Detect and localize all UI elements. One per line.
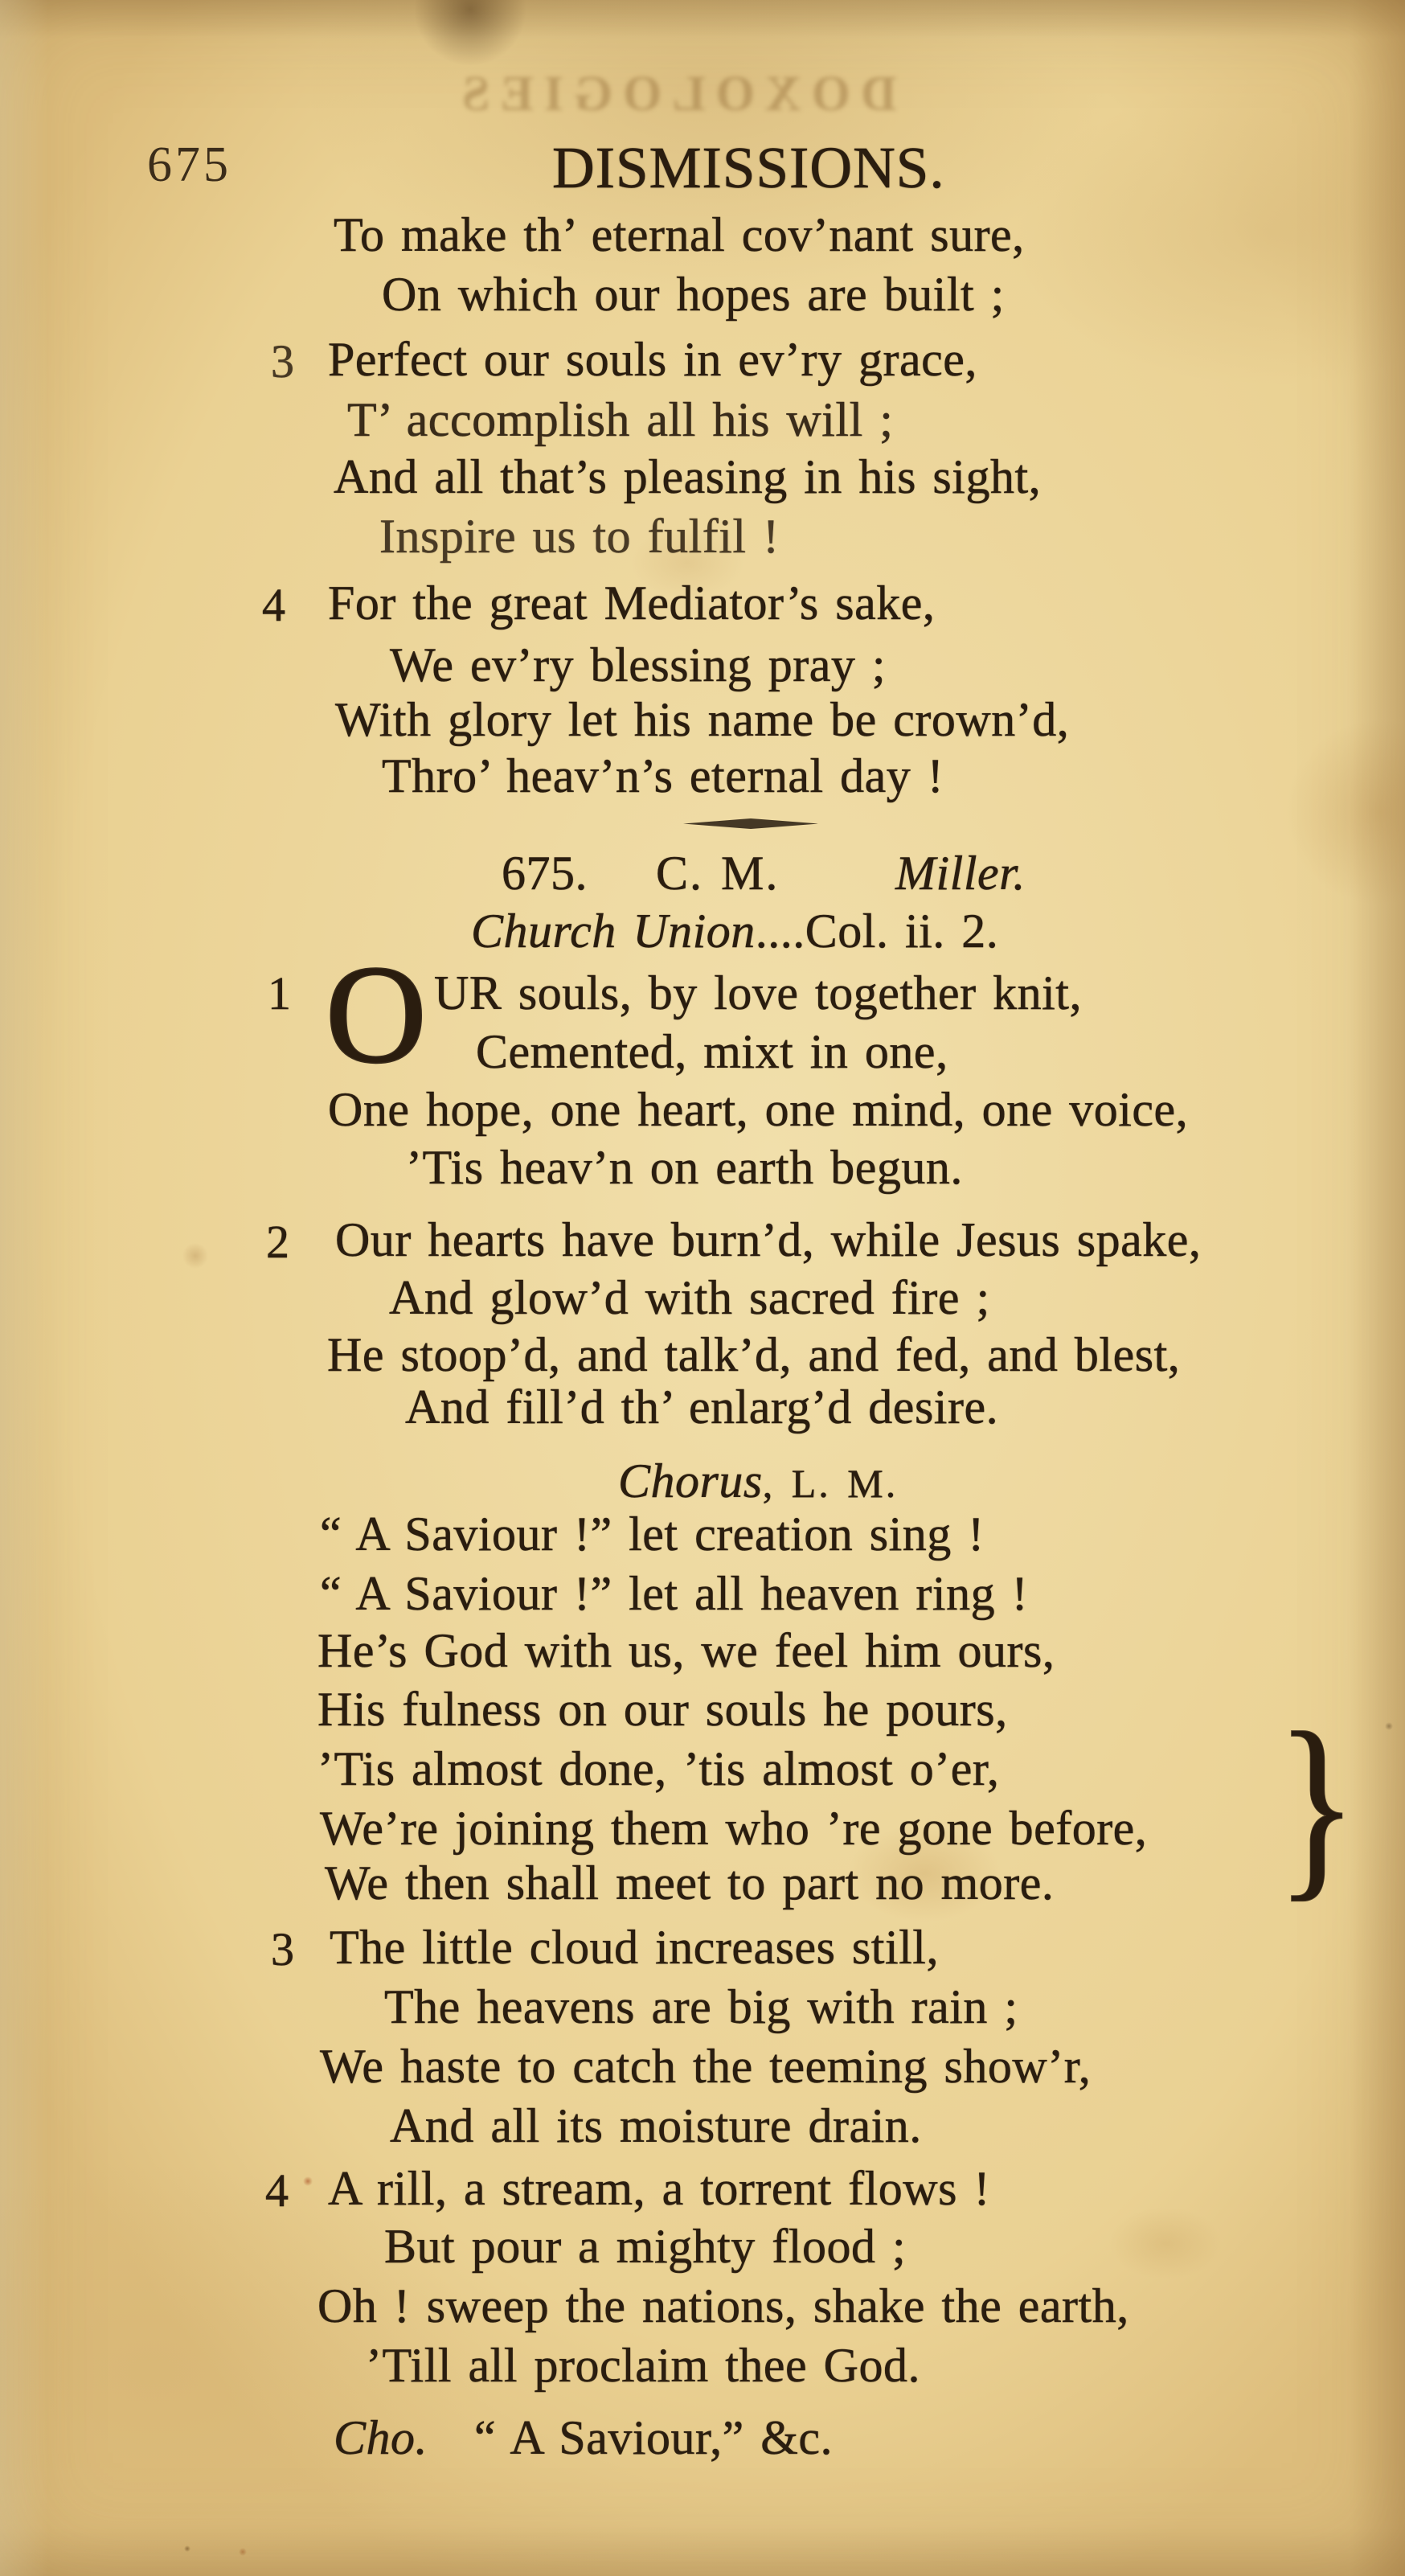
verse-line: ’Till all proclaim thee God.: [366, 2339, 921, 2392]
verse-line: The heavens are big with rain ;: [384, 1980, 1018, 2033]
chorus-heading-meter: , L. M.: [762, 1461, 899, 1506]
page-number: 675: [147, 137, 231, 192]
cho-abbrev: Cho.: [334, 2411, 428, 2464]
verse-line: He’s God with us, we feel him ours,: [317, 1624, 1055, 1677]
chorus-reprise: [334, 2411, 834, 2464]
verse-line: We then shall meet to part no more.: [325, 1856, 1055, 1909]
verse-line: Perfect our souls in ev’ry grace,: [328, 333, 977, 386]
verse-line: And all that’s pleasing in his sight,: [334, 450, 1042, 503]
hymn-title: [471, 904, 999, 958]
verse-line: ’Tis heav’n on earth begun.: [406, 1141, 963, 1194]
cho-text: “ A Saviour,” &c.: [474, 2411, 834, 2464]
verse-line: Oh ! sweep the nations, shake the earth,: [317, 2279, 1129, 2332]
verse-line: And glow’d with sacred fire ;: [389, 1271, 990, 1324]
stanza-number: 2: [266, 1216, 290, 1268]
verse-line: The little cloud increases still,: [330, 1921, 939, 1974]
verse-line: Our hearts have burn’d, while Jesus spake,: [335, 1213, 1202, 1266]
hymn-title-italic: Church Union: [471, 904, 756, 958]
verse-line: We haste to catch the teeming show’r,: [320, 2040, 1092, 2093]
verse-line: And fill’d th’ enlarg’d desire.: [405, 1380, 999, 1434]
drop-cap: O: [326, 937, 427, 1092]
stanza-number: 1: [268, 967, 292, 1019]
stanza-number: 4: [265, 2164, 289, 2217]
hymn-meter: C. M.: [656, 847, 780, 900]
verse-line: On which our hopes are built ;: [382, 268, 1005, 321]
hymn-title-reference: ....Col. ii. 2.: [755, 904, 999, 958]
verse-line: One hope, one heart, one mind, one voice,: [328, 1083, 1189, 1136]
verse-line: He stoop’d, and talk’d, and fed, and blest,: [327, 1328, 1181, 1381]
verse-line: “ A Saviour !” let creation sing !: [320, 1507, 985, 1561]
verse-line: For the great Mediator’s sake,: [328, 576, 936, 630]
verse-line: Inspire us to fulfil !: [379, 510, 780, 563]
verse-line: “ A Saviour !” let all heaven ring !: [320, 1567, 1029, 1620]
verse-line: His fulness on our souls he pours,: [317, 1683, 1008, 1736]
verse-line: With glory let his name be crown’d,: [335, 693, 1070, 746]
verse-line: We ev’ry blessing pray ;: [390, 638, 886, 691]
stanza-number: 3: [271, 1923, 295, 1975]
stanza-number: 4: [262, 579, 286, 631]
verse-line: Cemented, mixt in one,: [476, 1025, 948, 1078]
verse-line: Thro’ heav’n’s eternal day !: [382, 749, 944, 802]
verse-line: But pour a mighty flood ;: [384, 2220, 907, 2273]
verse-line: We’re joining them who ’re gone before,: [320, 1802, 1148, 1855]
verse-line: T’ accomplish all his will ;: [347, 393, 894, 446]
verse-line: To make th’ eternal cov’nant sure,: [334, 208, 1025, 261]
verse-line: And all its moisture drain.: [390, 2099, 922, 2152]
stanza-number: 3: [271, 335, 295, 388]
bleedthrough-text: DOXOLOGIES: [452, 67, 897, 121]
hymn-author: Miller.: [895, 847, 1026, 900]
verse-line: ’Tis almost done, ’tis almost o’er,: [317, 1742, 1000, 1795]
running-head: DISMISSIONS.: [552, 135, 945, 200]
verse-line: A rill, a stream, a torrent flows !: [328, 2162, 990, 2215]
hymn-number-heading: 675.: [502, 847, 588, 900]
chorus-heading: [618, 1454, 899, 1507]
verse-line: UR souls, by love together knit,: [434, 966, 1082, 1019]
chorus-heading-italic: Chorus: [618, 1454, 763, 1507]
chorus-brace: }: [1276, 1692, 1358, 1918]
section-divider: [683, 818, 818, 829]
